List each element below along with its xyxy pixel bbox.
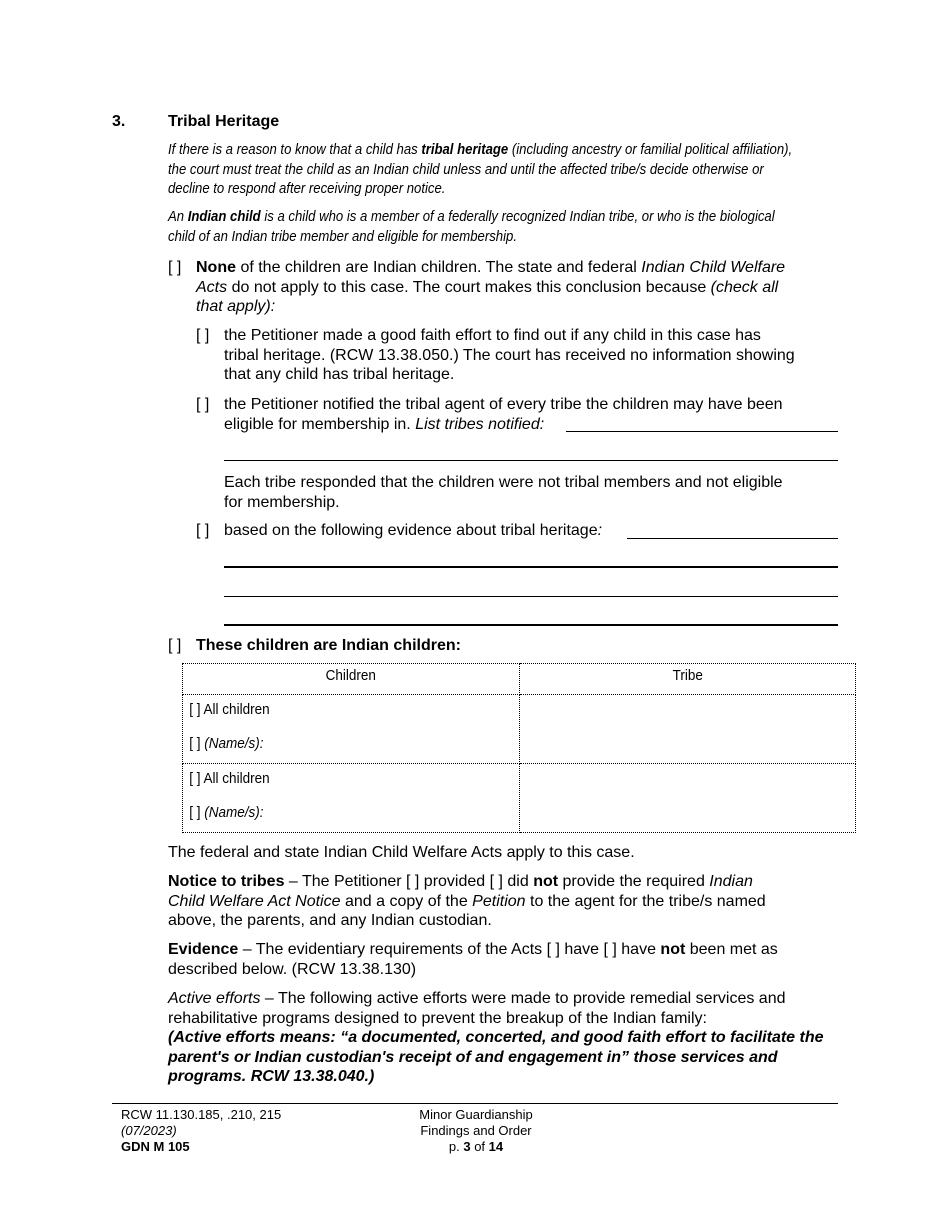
indian-children-label: These children are Indian children:: [196, 637, 461, 654]
evidence-heritage-field-line3[interactable]: [224, 596, 838, 597]
good-faith-text: the Petitioner made a good faith effort to find out if any child in this case has tribal heritage. (RCW 13.38.050.) The court has received no information showing that any child has tribal heritage.: [224, 327, 795, 383]
section-number: 3.: [112, 113, 126, 130]
footer-form-number: GDN M 105: [121, 1139, 190, 1154]
acts-apply-text: The federal and state Indian Child Welfare Acts apply to this case.: [168, 844, 635, 861]
evidence-heritage-text: based on the following evidence about tribal heritage:: [224, 522, 603, 539]
intro-paragraph-1: If there is a reason to know that a child has tribal heritage (including ancestry or familial political affiliation), the court must treat the child as an Indian child unless and until the affected tribe/s decide otherwise or decline to respond after receiving proper notice.: [168, 142, 793, 197]
footer-page-number: p. 3 of 14: [448, 1139, 504, 1154]
tribes-notified-checkbox[interactable]: [ ]: [196, 396, 210, 413]
tribe-cell[interactable]: [519, 764, 855, 833]
evidence-heritage-checkbox[interactable]: [ ]: [196, 522, 210, 539]
tribes-response-text: Each tribe responded that the children were not tribal members and not eligible for membership.: [224, 474, 783, 511]
good-faith-checkbox[interactable]: [ ]: [196, 327, 210, 344]
evidence-heritage-field[interactable]: [627, 538, 838, 539]
footer-date: (07/2023): [121, 1123, 177, 1138]
footer-title-2: Findings and Order: [420, 1123, 532, 1138]
intro-paragraph-2: An Indian child is a child who is a member of a federally recognized Indian tribe, or who is the biological child of an Indian tribe member and eligible for membership.: [168, 209, 775, 245]
children-column-header: Children: [325, 667, 376, 684]
table-row: [183, 695, 856, 764]
evidence-paragraph: Evidence – The evidentiary requirements of the Acts [ ] have [ ] have not been met as described below. (RCW 13.38.130): [168, 941, 778, 978]
footer-title-1: Minor Guardianship: [419, 1107, 533, 1122]
evidence-heritage-field-line4[interactable]: [224, 624, 838, 626]
evidence-heritage-field-line2[interactable]: [224, 566, 838, 568]
indian-child-term: Indian child: [187, 209, 261, 225]
tribes-notified-field-line2[interactable]: [224, 460, 838, 461]
tribes-notified-field[interactable]: [566, 431, 838, 432]
names-option[interactable]: [ ] (Name/s):: [189, 804, 264, 821]
none-option-text: None of the children are Indian children. The state and federal Indian Child Welfare Acts do not apply to this case. The court makes this conclusion because (check all that apply):: [196, 259, 786, 315]
all-children-option[interactable]: [ ] All children: [189, 701, 270, 718]
tribe-cell[interactable]: [519, 695, 855, 764]
none-checkbox[interactable]: [ ]: [168, 259, 182, 276]
tribes-notified-text: the Petitioner notified the tribal agent of every tribe the children may have been eligible for membership in. List tribes notified:: [224, 396, 783, 433]
active-efforts-paragraph: Active efforts – The following active efforts were made to provide remedial services and rehabilitative programs designed to prevent the breakup of the Indian family: (Active efforts means: “a documented, concerted, and good faith effort to facilitate the parent's or Indian custodian's receipt of and engagement in” those services and programs. RCW 13.38.040.): [168, 990, 824, 1085]
footer-center: [376, 1107, 576, 1155]
section-title: Tribal Heritage: [168, 113, 280, 130]
notice-to-tribes: Notice to tribes – The Petitioner [ ] provided [ ] did not provide the required Indian Child Welfare Act Notice and a copy of the Petition to the agent for the tribe/s named above, the parents, and any Indian custodian.: [168, 873, 766, 929]
names-option[interactable]: [ ] (Name/s):: [189, 735, 264, 752]
footer-divider: [112, 1103, 838, 1104]
table-header-row: [183, 664, 856, 695]
footer-rcw: RCW 11.130.185, .210, 215: [121, 1107, 282, 1122]
children-tribe-table: [182, 663, 856, 833]
footer-left: [121, 1107, 281, 1155]
tribe-column-header: Tribe: [672, 667, 703, 684]
all-children-option[interactable]: [ ] All children: [189, 770, 270, 787]
table-row: [183, 764, 856, 833]
tribal-heritage-term: tribal heritage: [421, 142, 509, 158]
indian-children-checkbox[interactable]: [ ]: [168, 637, 182, 654]
